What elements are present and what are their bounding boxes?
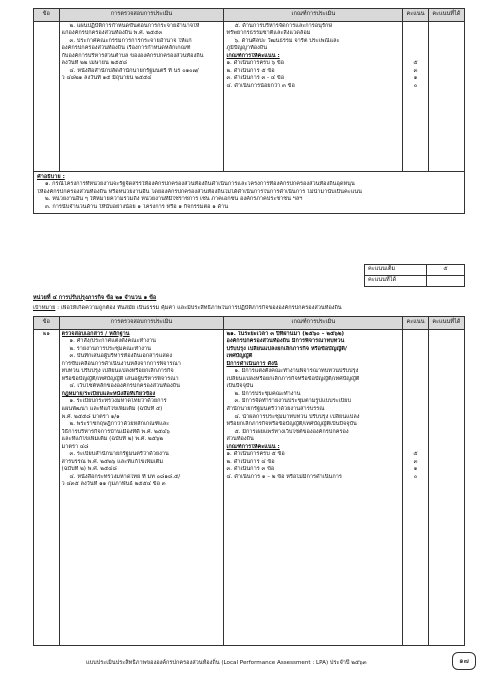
explanation-line: ๒. หน่วยงานอื่น ๆ ให้หมายความรวมถึง หน่วยงานที่มิใช่ราชการ เช่น ภาคเอกชน องค์กรภาคประชาชน ฯลฯ <box>45 196 303 203</box>
cell-process <box>59 21 224 171</box>
cell-obtained <box>428 21 464 171</box>
table-row <box>34 329 465 645</box>
criteria-line: ๒. มีการประชุมคณะทำงาน <box>234 390 301 397</box>
criteria-line: ทรัพยากรธรรมชาติและสิ่งแวดล้อม <box>226 30 311 37</box>
process-line: หรือข้อบัญญัติ/เทศบัญญัติ เสนอผู้บริหารพิจารณา <box>61 375 179 382</box>
criteria-line: ๔. นำผลการประชุมมาทบทวน ปรับปรุง เปลี่ยนแปลง <box>234 413 360 420</box>
score-value: ๑ <box>413 75 418 82</box>
table-header-row <box>34 9 465 22</box>
table-2-section <box>33 316 465 646</box>
criteria-line: เปลี่ยนแปลงหรือยกเลิกภารกิจหรือข้อบัญญัติ/เทศบัญญัติ <box>226 375 360 382</box>
header-score: คะแนน <box>403 317 429 330</box>
process-line: แก่องค์กรปกครองส่วนท้องถิ่น พ.ศ. ๒๕๕๓ <box>61 30 163 37</box>
process-line: กับองค์การบริหารส่วนตำบล ขององค์กรปกครองส่วนท้องถิ่น <box>61 52 204 59</box>
process-line: ๒. พระราชกฤษฎีกาว่าด้วยหลักเกณฑ์และ <box>69 421 170 428</box>
cell-no: ๒๑ <box>34 329 60 645</box>
process-line: (ฉบับที่ ๒) พ.ศ. ๒๕๔๘ <box>61 466 117 473</box>
process-line: ลงวันที่ ๒๒ เมษายน ๒๕๕๘ <box>61 60 128 67</box>
process-line: ทบทวน ปรับปรุง เปลี่ยนแปลงหรือยกเลิกภารกิจ <box>61 368 174 375</box>
header-no: ข้อ <box>34 9 60 22</box>
header-process: การตรวจสอบการประเมิน <box>59 317 224 330</box>
criteria-line: ๕. ด้านการบริหารจัดการและการอนุรักษ์ <box>234 22 333 29</box>
unit-goal <box>33 305 473 313</box>
process-line: ๒. รายงานการประชุมคณะทำงาน <box>69 345 151 352</box>
explanation-line: ให้องค์กรปกครองส่วนท้องถิ่น หรือหน่วยงานอื่น โดยองค์กรปกครองส่วนท้องถิ่นไม่ได้ดำเนินการในการดำเนินการ ไม่นำมานับเป็นคะแนน <box>37 188 362 195</box>
unit-title: หน่วยที่ ๔ การปรับปรุงภารกิจ ข้อ ๒๑ จำนวน ๑ ข้อ <box>33 295 157 301</box>
scoring-line: ๔. ดำเนินการน้อยกว่า ๓ ข้อ <box>226 82 295 89</box>
scoring-line: ๒. ดำเนินการ ๕ ข้อ <box>226 67 275 74</box>
criteria-line: มีการดำเนินการ ดังนี้ <box>226 360 278 367</box>
footer-text: แบบประเมินประสิทธิภาพขององค์กรปกครองส่วนท้องถิ่น (Local Performance Assessment : LPA) ประจำปี ๒๕๖๓ <box>86 660 367 666</box>
cell-criteria <box>224 329 403 645</box>
header-criteria: เกณฑ์การประเมิน <box>224 317 403 330</box>
page-number: ๑๗ <box>452 652 476 670</box>
goal-label: เป้าหมาย <box>33 305 56 311</box>
score-value: ๓ <box>413 67 418 74</box>
header-criteria: เกณฑ์การประเมิน <box>224 9 403 22</box>
score-value: ๕ <box>413 60 418 67</box>
cell-criteria <box>224 21 403 171</box>
header-process: การตรวจสอบการประเมิน <box>59 9 224 22</box>
criteria-line: องค์กรปกครองส่วนท้องถิ่น มีการพิจารณาทบทวน <box>226 338 345 345</box>
scoring-line: ๑. ดำเนินการครบ ๖ ข้อ <box>226 60 285 67</box>
process-line: ๑. คำสั่ง/ประกาศแต่งตั้งคณะทำงาน <box>69 338 156 345</box>
full-score-value: ๕ <box>427 265 465 276</box>
header-obtained: คะแนนที่ได้ <box>428 9 464 22</box>
criteria-line: ๕. มีการเผยแพร่ทางเว็บไซต์ขององค์กรปกครอง <box>234 428 349 435</box>
process-line: ๔. เว็บไซต์หลักขององค์กรปกครองส่วนท้องถิ่น <box>69 383 180 390</box>
score-summary <box>364 264 465 287</box>
process-line: มาตรา ๔๘ <box>61 443 89 450</box>
summary-row-obtained <box>365 276 465 287</box>
scoring-line: ๓. ดำเนินการ ๓ - ๔ ข้อ <box>226 75 285 82</box>
criteria-line: ปรับปรุง เปลี่ยนแปลงยกเลิกภารกิจ หรือข้อบัญญัติ/ <box>226 345 347 352</box>
process-line: กฎหมาย/ระเบียบและหนังสือที่เกี่ยวข้อง <box>61 390 156 397</box>
explanation-line: ๑. กรณีโครงการที่หน่วยงานจะรัฐจัดสรรให้องค์กรปกครองส่วนท้องถิ่นดำเนินการและโครงการที่องค์กรปกครองส่วนท้องถิ่นอุดหนุน <box>45 181 355 188</box>
process-line: ว ๔๘๒๑ ลงวันที่ ๑๕ มิถุนายน ๒๕๕๔ <box>61 75 152 82</box>
process-line: ๓. ระเบียบสำนักนายกรัฐมนตรีว่าด้วยงาน <box>69 451 169 458</box>
score-value: ๐ <box>413 473 418 480</box>
criteria-line: สำนักนายกรัฐมนตรีว่าด้วยงานสารบรรณ <box>226 406 325 413</box>
table-row <box>34 21 465 171</box>
process-line: ว ๔๓๕ ลงวันที่ ๑๑ กุมภาพันธ์ ๒๕๕๔ ข้อ ๓ <box>61 481 166 488</box>
goal-text: : เพื่อให้เกิดความถูกต้อง ทันสมัย เป็นธรรม คุ้มค่า และมีประสิทธิภาพในการปฏิบัติภารกิจขององค์กรปกครองส่วนท้องถิ่น <box>55 305 342 311</box>
process-line: ๓. บันทึกเสนอผู้บริหารท้องถิ่นเอกสารแสดง <box>69 353 173 360</box>
process-line: การขับเคลื่อนการดำเนินงานหลังจากการพิจารณา <box>61 360 181 367</box>
table-1-section <box>33 8 465 214</box>
score-value: ๓ <box>413 458 418 465</box>
process-line: ๔. หนังสือกระทรวงมหาดไทย ที่ มท ๐๘๑๘.๕/ <box>69 473 181 480</box>
cell-obtained <box>428 329 464 645</box>
criteria-line: ๒๑. ในระยะเวลา ๓ ปีที่ผ่านมา (๒๕๖๐ – ๒๕๖๒) <box>226 330 345 337</box>
header-no: ข้อ <box>34 317 60 330</box>
process-line: ตรวจสอบเอกสาร / หลักฐาน <box>61 330 130 337</box>
process-line: และที่แก้ไขเพิ่มเติม (ฉบับที่ ๒) พ.ศ. ๒๕๖๒ <box>61 436 164 443</box>
criteria-line: ๖. ด้านศิลปะ วัฒนธรรม จารีต ประเพณีและ <box>234 37 340 44</box>
cell-no <box>34 21 60 171</box>
criteria-line: ๑. มีการแต่งตั้งคณะทำงานพิจารณาทบทวนปรับปรุง <box>234 368 359 375</box>
score-value: ๑ <box>413 466 418 473</box>
criteria-line: เทศบัญญัติ <box>226 353 253 360</box>
process-line: ๓. ประกาศคณะกรรมการการกระจายอำนาจ ให้แก่ <box>69 37 192 44</box>
score-value: ๕ <box>413 451 418 458</box>
criteria-line: ส่วนท้องถิ่น <box>226 436 254 443</box>
process-line: ๑. ระเบียบกระทรวงมหาดไทยว่าด้วยการ <box>69 398 167 405</box>
criteria-line: หรือยกเลิกภารกิจหรือข้อบัญญัติ/เทศบัญญัติเป็นปัจจุบัน <box>226 421 357 428</box>
explanation-box <box>33 172 465 215</box>
full-score-label: คะแนนเต็ม <box>365 265 427 276</box>
obtained-score-label: คะแนนที่ได้ <box>365 276 427 287</box>
cell-score <box>403 21 429 171</box>
process-line: ๒. แผนปฏิบัติการกำหนดขั้นตอนการกระจายอำนาจให้ <box>69 22 200 29</box>
criteria-line: เป็นปัจจุบัน <box>226 383 254 390</box>
criteria-line: ๔. ดำเนินการ ๑ – ๒ ข้อ หรือไม่มีการดำเนินการ <box>226 473 342 480</box>
assessment-table-2 <box>33 316 465 646</box>
criteria-line: ๓. มีการจัดทำรายงานประชุมตามรูปแบบระเบียบ <box>234 398 351 405</box>
process-line: พ.ศ. ๒๕๕๘ มาตรา ๑/๑ <box>61 413 120 420</box>
assessment-table-1 <box>33 8 465 172</box>
obtained-score-value <box>427 276 465 287</box>
score-value: ๐ <box>413 82 418 89</box>
criteria-line: ๑. ดำเนินการครบ ๕ ข้อ <box>226 451 285 458</box>
header-obtained: คะแนนที่ได้ <box>428 317 464 330</box>
cell-score <box>403 329 429 645</box>
process-line: องค์กรปกครองส่วนท้องถิ่น เรื่องการกำหนดหลักเกณฑ์ <box>61 45 191 52</box>
cell-process <box>59 329 224 645</box>
criteria-line: ๒. ดำเนินการ ๔ ข้อ <box>226 458 275 465</box>
process-line: ๔. หนังสือสำนักปลัดสำนักนายกรัฐมนตรี ที่ นร ๐๑๐๗/ <box>69 67 199 74</box>
process-line: สารบรรณ พ.ศ. ๒๕๒๖ และที่แก้ไขเพิ่มเติม <box>61 458 163 465</box>
criteria-line: เกณฑ์การให้คะแนน : <box>226 443 280 450</box>
header-score: คะแนน <box>403 9 429 22</box>
process-line: วิธีการบริหารกิจการบ้านเมืองที่ดี พ.ศ. ๒๕๔๖ <box>61 428 170 435</box>
criteria-line: ๓. ดำเนินการ ๓ ข้อ <box>226 466 275 473</box>
process-line: แผนพัฒนา และที่แก้ไขเพิ่มเติม (ฉบับที่ ๕) <box>61 406 163 413</box>
scoring-heading: เกณฑ์การให้คะแนน : <box>226 52 280 59</box>
criteria-line: ภูมิปัญญาท้องถิ่น <box>226 45 268 52</box>
summary-row-full <box>365 265 465 276</box>
explanation-title: คำอธิบาย : <box>37 173 65 180</box>
table-header-row <box>34 317 465 330</box>
explanation-line: ๓. การนับจำนวนด้าน ให้นับอย่างน้อย ๑ โครงการ หรือ ๑ กิจกรรมต่อ ๑ ด้าน <box>45 203 229 210</box>
